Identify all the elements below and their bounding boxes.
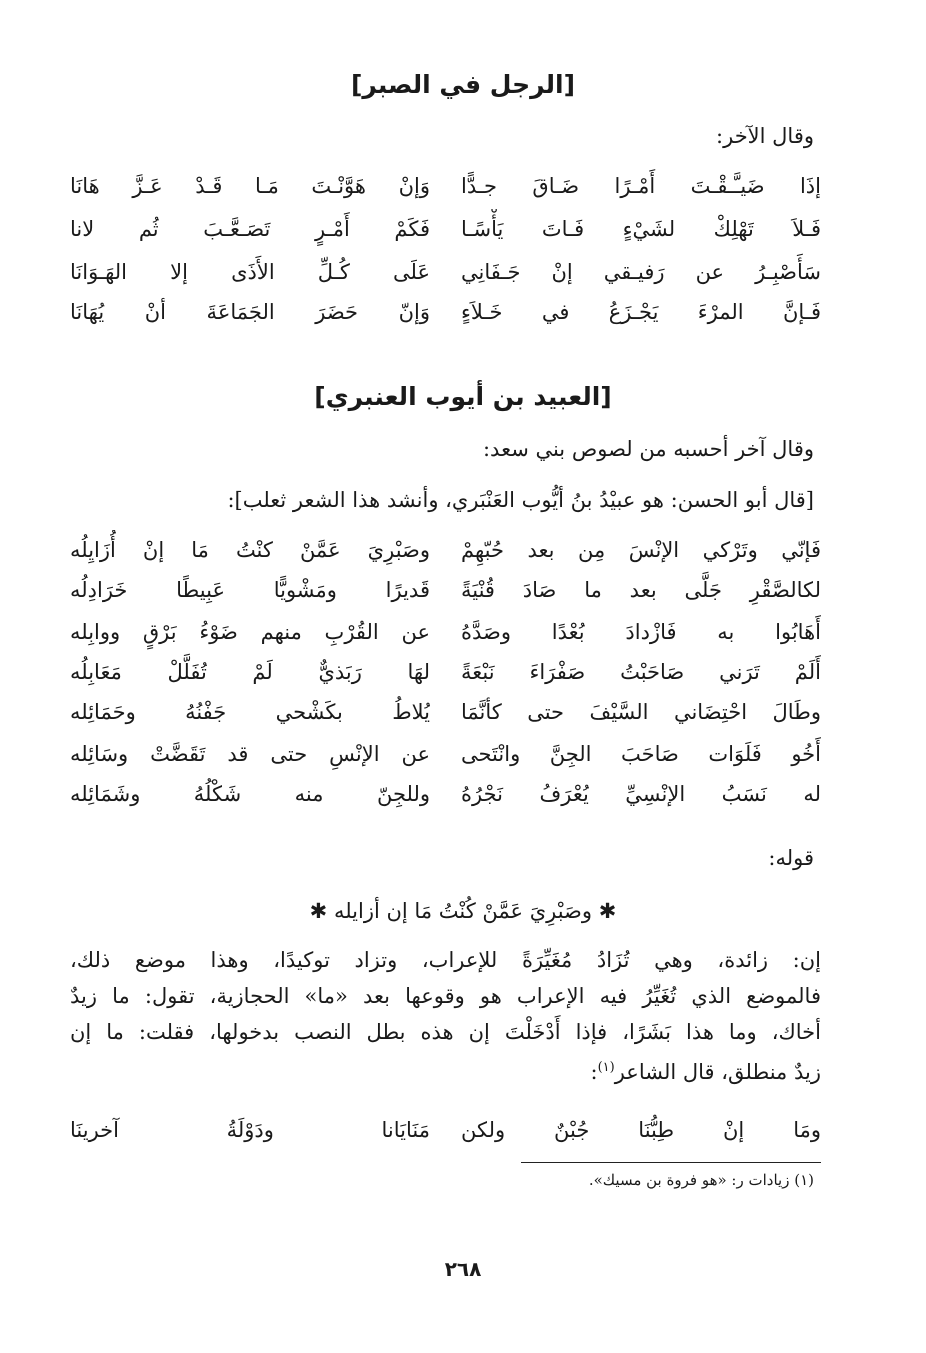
commentary-label: قوله: — [768, 846, 814, 870]
verse-second-hemistich: وصَبْرِيَ عَمَّنْ كنْتُ مَا إنْ أُزَايِلُه — [70, 538, 430, 562]
poem-verse — [60, 612, 821, 652]
verse-second-hemistich: عن الإنْسِ حتى قد تَقَضَّتْ وسَائِله — [70, 742, 430, 766]
verse-second-hemistich: قَديرًا ومَشْويًّا عَبِيطًا خَرَادِلُه — [70, 578, 430, 602]
poem-verse — [60, 774, 821, 814]
poem-verse — [60, 530, 821, 570]
poem-verse — [60, 252, 821, 292]
verse-first-hemistich: فَـلاَ تَهْلِكْ لشَيْءٍ فَـاتَ يَأْسًـا — [461, 217, 821, 241]
footnote-reference: (١) — [597, 1060, 615, 1075]
verse-first-hemistich: لكالصَّقْرِ جَلَّى بعد ما صَادَ قُنْيَةً — [461, 578, 821, 602]
verse-first-hemistich: أَخُو فَلَوَات صَاحَبَ الجِنَّ وانْتَحى — [461, 742, 821, 766]
paragraph-line-end: : — [590, 1060, 598, 1084]
poem-verse — [60, 292, 821, 332]
footnote: (١) زيادات ر: «هو فروة بن مسيك». — [588, 1171, 814, 1189]
poem-verse — [60, 209, 821, 249]
section2-editor-note: [قال أبو الحسن: هو عبيْدُ بنُ أيُّوب العَنْبَري، وأنشد هذا الشعر ثعلب]: — [227, 488, 814, 512]
paragraph-line-text: زيدٌ منطلق، قال الشاعر — [614, 1060, 821, 1084]
paragraph-line — [70, 1050, 821, 1086]
section-heading-ubayd: [العبيد بن أيوب العنبري] — [314, 382, 612, 411]
verse-first-hemistich: سَأَصْبِـرُ عن رَفيـقي إنْ جَـفَانِي — [461, 260, 821, 284]
poem-verse — [60, 652, 821, 692]
verse-second-hemistich: يُلاطُ بكَشْحي جَفْنُهُ وحَمَائِله — [70, 700, 430, 724]
poem-verse — [60, 1110, 821, 1150]
verse-first-hemistich: فَإنّي وتَرْكي الإنْسَ مِن بعد حُبّهِمْ — [461, 538, 821, 562]
paragraph-line: أخاك، وما هذا بَشَرًا، فإذا أَدْخَلْتَ إن هذه بطل النصب بدخولها، فقلت: ما إن — [70, 1020, 821, 1044]
verse-second-hemistich: عن القُرْبِ منهم ضَوْءُ بَرْقٍ ووابِله — [70, 620, 430, 644]
verse-first-hemistich: وطَالَ احْتِضَاني السَّيْفَ حتى كأنَّمَا — [461, 700, 821, 724]
verse-second-hemistich: وَإنْ هَوَّنْـتَ مَـا قَـدْ عَـزَّ هَانَا — [70, 174, 430, 198]
commentary-paragraph — [70, 942, 821, 1086]
quoted-hemistich: ✱ وصَبْرِيَ عَمَّنْ كُنْتُ مَا إن أزايله ✱ — [309, 899, 617, 923]
verse-second-hemistich: لهَا رَبَذيٌّ لَمْ تُفَلَّلْ مَعَابِلُه — [70, 660, 430, 684]
page-number: ٢٦٨ — [444, 1257, 482, 1281]
paragraph-line: فالموضع الذي تُغَيِّرُ فيه الإعراب هو وقوعها بعد «ما» الحجازية، تقول: ما زيدٌ — [70, 984, 821, 1008]
section1-intro: وقال الآخر: — [716, 124, 814, 148]
verse-second-hemistich: عَلَى كُـلِّ الأَذَى إلا الهَـوَانَا — [70, 260, 430, 284]
poem-verse — [60, 692, 821, 732]
verse-first-hemistich: له نَسَبُ الإنْسِيِّ يُعْرَفُ نَجْرُهُ — [461, 782, 821, 806]
footnote-divider — [521, 1162, 821, 1163]
section-heading-patience: [الرجل في الصبر] — [350, 70, 576, 99]
verse-first-hemistich: إذَا ضَيـَّـقْـتَ أَمْـرًا ضَـاقَ جـدًّا — [461, 174, 821, 198]
paragraph-line: إن: زائدة، وهي تُزَادُ مُغَيِّرَةً للإعراب، وتزاد توكيدًا، وهذا موضع ذلك، — [70, 948, 821, 972]
poem-verse — [60, 734, 821, 774]
verse-first-hemistich: أَلَمْ تَرَني صَاحَبْتُ صَفْرَاءَ نَبْعَةً — [461, 660, 821, 684]
verse-second-hemistich: فَكَمْ أَمْـرٍ تَصَـعَّـبَ ثُم لانا — [70, 217, 430, 241]
verse-second-hemistich: وَإنّ حَضَرَ الجَمَاعَةَ أنْ يُهَانَا — [70, 300, 430, 324]
verse-first-hemistich: ومَا إنْ طِبُّنَا جُبْنٌ ولكن — [461, 1118, 821, 1142]
verse-second-hemistich: مَنَايَانا ودَوْلَةُ آخرينَا — [70, 1118, 430, 1142]
verse-second-hemistich: وللجِنّ منه شَكْلُهُ وشَمَائِله — [70, 782, 430, 806]
verse-first-hemistich: فَـإنَّ المرْءَ يَجْـزَعُ في خَـلاَءٍ — [461, 300, 821, 324]
poem-verse — [60, 166, 821, 206]
verse-first-hemistich: أَهَابُوا به فَازْدادَ بُعْدًا وصَدَّهُ — [461, 620, 821, 644]
section2-intro: وقال آخر أحسبه من لصوص بني سعد: — [482, 437, 814, 461]
poem-verse — [60, 570, 821, 610]
